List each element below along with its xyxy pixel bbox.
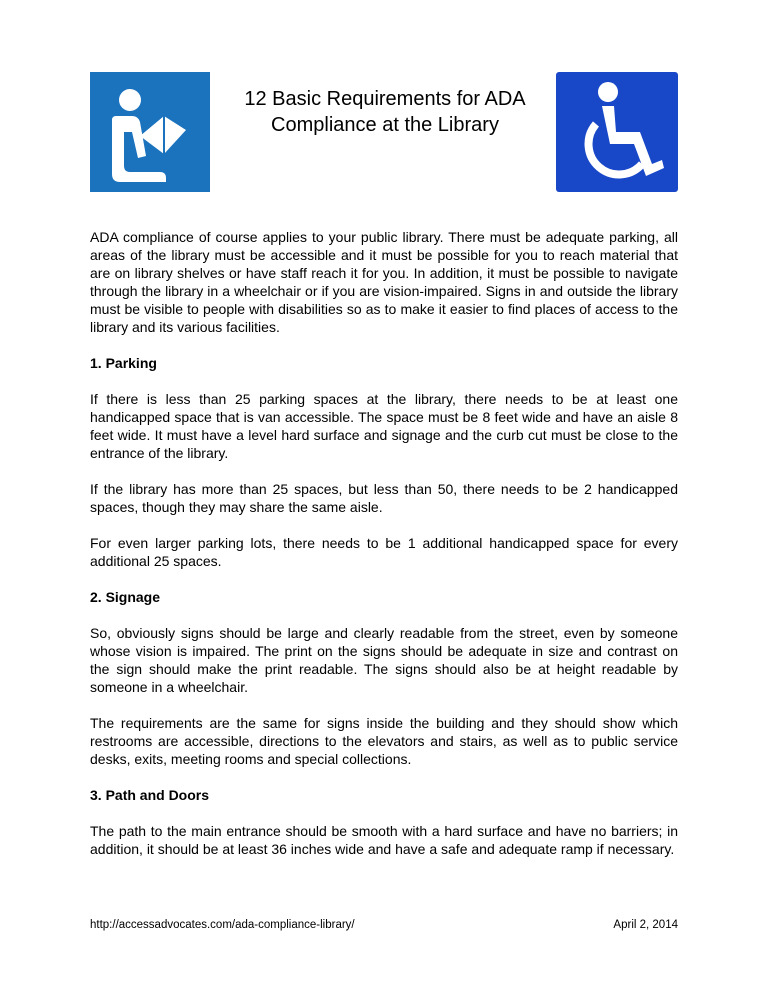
section-heading-parking: 1. Parking: [90, 355, 157, 371]
parking-paragraph-2: If the library has more than 25 spaces, but less than 50, there needs to be 2 handicapped spaces, though they may share the same aisle.: [90, 481, 678, 515]
intro-paragraph: ADA compliance of course applies to your public library. There must be adequate parking, all areas of the library must be accessible and it must be possible for you to reach material that are on library shelves or have staff reach it for you. In addition, it must be possible to navigate through the library in a wheelchair or if you are vision-impaired. Signs in and outside the library must be visible to people with disabilities so as to make it easier to find places of access to the library and its various facilities.: [90, 229, 678, 335]
footer-url[interactable]: http://accessadvocates.com/ada-compliance-library/: [90, 919, 355, 931]
library-reading-person-icon: [90, 72, 210, 192]
footer-date: April 2, 2014: [613, 919, 678, 931]
signage-paragraph-2: The requirements are the same for signs inside the building and they should show which restrooms are accessible, directions to the elevators and stairs, as well as to public service desks, exits, meeting rooms and special collections.: [90, 715, 678, 767]
wheelchair-accessibility-icon: [556, 72, 678, 192]
signage-paragraph-1: So, obviously signs should be large and clearly readable from the street, even by someone whose vision is impaired. The print on the signs should be adequate in size and contrast on the sign should make the print readable. The signs should also be at height readable by someone in a wheelchair.: [90, 625, 678, 695]
parking-paragraph-3: For even larger parking lots, there needs to be 1 additional handicapped space for every additional 25 spaces.: [90, 535, 678, 569]
section-heading-path-doors: 3. Path and Doors: [90, 787, 210, 803]
path-doors-paragraph-1: The path to the main entrance should be smooth with a hard surface and have no barriers; in addition, it should be at least 36 inches wide and have a safe and adequate ramp if necessary.: [90, 823, 678, 857]
section-heading-signage: 2. Signage: [90, 589, 161, 605]
title-line-2: Compliance at the Library: [271, 114, 499, 136]
document-footer: [90, 917, 678, 933]
title-line-1: 12 Basic Requirements for ADA: [244, 88, 526, 110]
parking-paragraph-1: If there is less than 25 parking spaces at the library, there needs to be at least one handicapped space that is van accessible. The space must be 8 feet wide and have an aisle 8 feet wide. It must have a level hard surface and signage and the curb cut must be close to the entrance of the library.: [90, 391, 678, 461]
document-title: [200, 86, 570, 138]
document-body: [90, 228, 678, 870]
document-header: [90, 72, 678, 192]
